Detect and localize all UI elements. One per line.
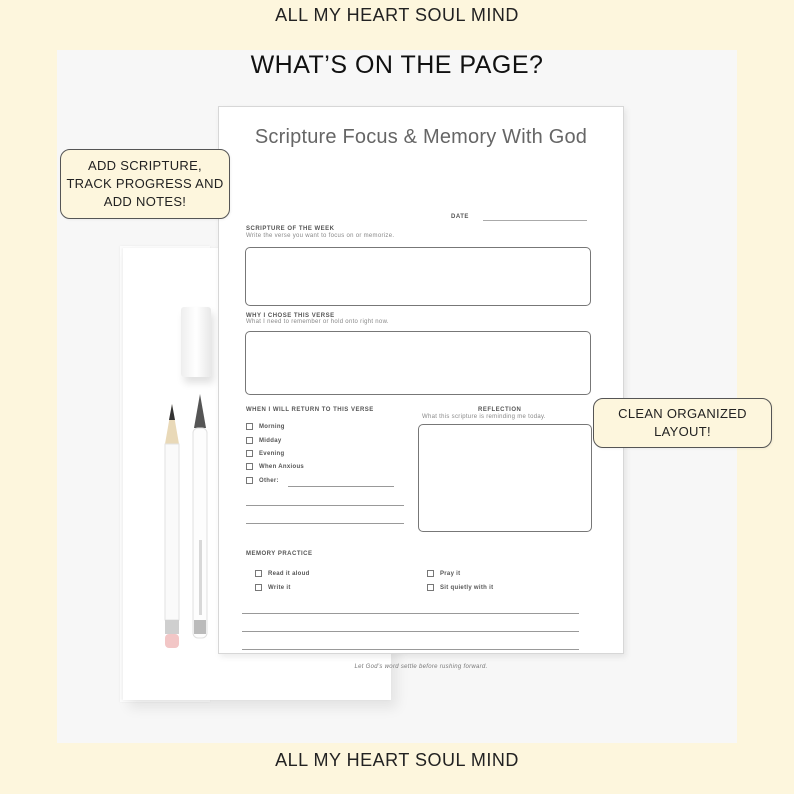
- return-label: WHEN I WILL RETURN TO THIS VERSE: [246, 407, 374, 413]
- memory-label: MEMORY PRACTICE: [246, 551, 313, 557]
- brand-name-bottom: ALL MY HEART SOUL MIND: [275, 750, 519, 770]
- checkbox-icon: [246, 450, 253, 457]
- memory-option-sit: [427, 584, 493, 591]
- return-option-other: [246, 477, 279, 484]
- memory-option-pray: [427, 570, 460, 577]
- scripture-label: SCRIPTURE OF THE WEEK: [246, 226, 335, 232]
- callout-line: ADD SCRIPTURE,: [87, 158, 202, 173]
- checkbox-icon: [427, 570, 434, 577]
- note-line: [246, 523, 404, 524]
- memory-option-write: [255, 584, 291, 591]
- option-label: Other:: [259, 477, 279, 484]
- return-option-evening: [246, 450, 284, 457]
- why-hint: What I need to remember or hold onto right now.: [246, 319, 389, 325]
- note-line: [242, 649, 579, 650]
- why-box: [245, 331, 591, 395]
- option-label: Pray it: [440, 570, 461, 577]
- scripture-hint: Write the verse you want to focus on or memorize.: [246, 233, 395, 239]
- callout-line: LAYOUT!: [654, 424, 711, 439]
- date-label: DATE: [451, 214, 469, 220]
- pencil-icon: [157, 402, 187, 662]
- pen-icon: [185, 390, 215, 660]
- callout-clean-layout: [593, 398, 772, 448]
- option-label: Read it aloud: [268, 570, 310, 577]
- option-label: Midday: [259, 437, 282, 444]
- return-option-midday: [246, 437, 281, 444]
- checkbox-icon: [255, 584, 262, 591]
- other-line: [288, 486, 394, 487]
- eraser: [181, 307, 211, 377]
- checkbox-icon: [246, 463, 253, 470]
- reflection-box: [418, 424, 592, 532]
- reflection-label: REFLECTION: [478, 407, 522, 413]
- checkbox-icon: [427, 584, 434, 591]
- date-field: [483, 220, 587, 221]
- callout-line: ADD NOTES!: [103, 194, 187, 209]
- option-label: Sit quietly with it: [440, 584, 494, 591]
- option-label: Evening: [259, 450, 285, 457]
- option-label: Write it: [268, 584, 291, 591]
- option-label: When Anxious: [259, 463, 305, 470]
- checkbox-icon: [246, 423, 253, 430]
- note-line: [242, 631, 579, 632]
- worksheet-page: [218, 106, 624, 670]
- memory-option-read: [255, 570, 310, 577]
- option-label: Morning: [259, 423, 285, 430]
- worksheet-title: Scripture Focus & Memory With God: [254, 126, 588, 148]
- checkbox-icon: [255, 570, 262, 577]
- note-line: [246, 505, 404, 506]
- return-option-morning: [246, 423, 285, 430]
- brand-name-top: ALL MY HEART SOUL MIND: [275, 5, 519, 25]
- scripture-box: [245, 247, 591, 306]
- callout-line: CLEAN ORGANIZED: [618, 406, 747, 421]
- why-label: WHY I CHOSE THIS VERSE: [246, 313, 335, 319]
- return-option-anxious: [246, 463, 304, 470]
- page-headline: WHAT’S ON THE PAGE?: [250, 51, 544, 79]
- callout-add-scripture: [60, 149, 230, 219]
- footer-quote: Let God’s word settle before rushing forward.: [354, 664, 488, 670]
- reflection-hint: What this scripture is reminding me today.: [422, 414, 546, 420]
- checkbox-icon: [246, 437, 253, 444]
- note-line: [242, 613, 579, 614]
- callout-line: TRACK PROGRESS AND: [66, 176, 224, 191]
- checkbox-icon: [246, 477, 253, 484]
